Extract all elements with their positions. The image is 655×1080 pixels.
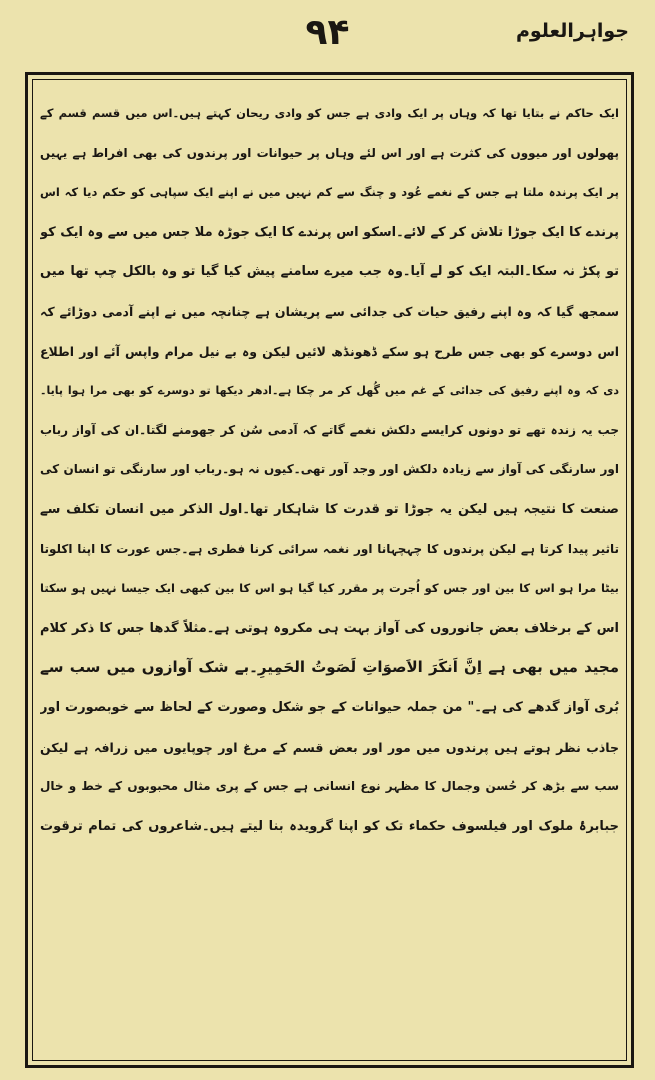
page-number: ۹۴ bbox=[305, 12, 350, 53]
text-line: تو پکڑ نہ سکا۔البتہ ایک کو لے آیا۔وہ جب میرے سامنے پیش کیا گیا تو وہ بالکل چپ تھا میں bbox=[40, 264, 619, 280]
text-line: سب سے بڑھ کر حُسن وجمال کا مظہر نوع انسانی ہے جس کے پری مثال محبوبوں کے خط و خال bbox=[40, 779, 619, 794]
text-line: جب یہ زندہ تھے تو دونوں کرایسے دلکش نغمے گاتے کہ آدمی سُن کر جھومنے لگتا۔ان کی آواز رباب bbox=[40, 422, 619, 437]
text-line: پھولوں اور میووں کی کثرت ہے اور اس لئے وہاں پر حیوانات اور پرندوں کی بھی افراط ہے یہیں bbox=[40, 145, 619, 160]
body-text bbox=[40, 94, 619, 1054]
text-line: اس کے برخلاف بعض جانوروں کی آواز بہت ہی مکروہ ہوتی ہے۔مثلاً گدھا جس کا ذکر کلام bbox=[40, 620, 619, 636]
text-line: اس دوسرے کو بھی جس طرح ہو سکے ڈھونڈھ لائیں لیکن وہ بے نیل مرام واپس آئے اور اطلاع bbox=[40, 343, 619, 359]
text-line: بُری آواز گدھے کی ہے۔" من جملہ حیوانات کے جو شکل وصورت کے لحاظ سے خوبصورت اور bbox=[40, 699, 619, 715]
text-line: پرندے کا ایک جوڑا تلاش کر کے لائے۔اسکو اس پرندے کا ایک جوڑہ ملا جس میں سے وہ ایک کو bbox=[40, 224, 619, 240]
text-line: جاذب نظر ہوتے ہیں پرندوں میں مور اور بعض قسم کے مرغ اور چوپایوں میں زرافہ ہے لیکن bbox=[40, 739, 619, 755]
running-title: جواہرالعلوم bbox=[515, 20, 629, 42]
page-header bbox=[22, 6, 633, 64]
text-line: جبابرۂ ملوک اور فیلسوف حکماء تک کو اپنا گرویدہ بنا لیتے ہیں۔شاعروں کی تمام ترقوت bbox=[40, 818, 619, 834]
text-line: بیٹا مرا ہو اس کا بین اور جس کو اُجرت پر مقرر کیا گیا ہو اس کا بین کبھی ایک جیسا نہیں ہو سکتا bbox=[40, 581, 619, 596]
text-line: پر ایک پرندہ ملتا ہے جس کے نغمے عُود و چنگ سے کم نہیں میں نے اپنے ایک سپاہی کو حکم دیا کہ اس bbox=[40, 185, 619, 200]
text-line: ایک حاکم نے بتایا تھا کہ وہاں پر ایک وادی ہے جس کو وادی ریحان کہتے ہیں۔اس میں قسم قسم کے bbox=[40, 106, 619, 120]
text-line: سمجھ گیا کہ وہ اپنے رفیق حیات کی جدائی سے پریشان ہے چنانچہ میں نے اپنے آدمی دوڑائے کہ bbox=[40, 303, 619, 319]
text-line: مجید میں بھی ہے اِنَّ اَنکَرَ الاَصوَاتِ لَصَوتُ الحَمِیرِ۔بے شک آوازوں میں سب سے bbox=[40, 658, 619, 677]
text-line: اور سارنگی کی آواز سے زیادہ دلکش اور وجد آور تھی۔کیوں نہ ہو۔رباب اور سارنگی تو انسان کی bbox=[40, 462, 619, 477]
text-line: دی کہ وہ اپنے رفیق کی جدائی کے غم میں گُھل کر مر چکا ہے۔ادھر دیکھا تو دوسرے کو بھی مرا ہوا پایا۔ bbox=[40, 384, 619, 398]
text-line: صنعت کا نتیجہ ہیں لیکن یہ جوڑا تو قدرت کا شاہکار تھا۔اول الذکر میں انسان تکلف سے bbox=[40, 501, 619, 517]
text-line: تاثیر پیدا کرتا ہے لیکن پرندوں کا چہچہانا اور نغمہ سرائی کرنا فطری ہے۔جس عورت کا اپنا اکلوتا bbox=[40, 541, 619, 556]
